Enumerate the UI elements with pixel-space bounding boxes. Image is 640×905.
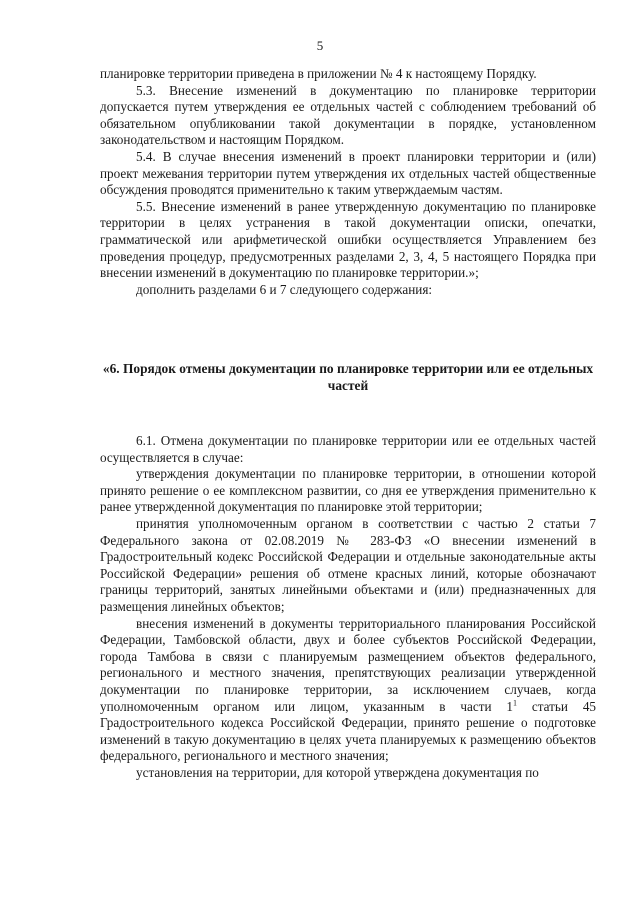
paragraph-5-4: 5.4. В случае внесения изменений в проект планировки территории и (или) проект межевания территории путем утверждения их отдельных частей общественные обсуждения проводятся применительно к таким утверждаемым частям.: [100, 148, 596, 198]
body-text-top: [100, 66, 596, 298]
list-item: принятия уполномоченным органом в соответствии с частью 2 статьи 7 Федерального закона от 02.08.2019 № 283-ФЗ «О внесении изменений в Градостроительный кодекс Российской Федерации и отдельные законодательные акты Российской Федерации» решения об отмене красных линий, которые обозначают границы территорий, занятых линейными объектами и (или) предназначенных для размещения линейных объектов;: [100, 515, 596, 614]
list-item: утверждения документации по планировке территории, в отношении которой принято решение о ее комплексном развитии, со дня ее утверждения применительно к ранее утвержденной документация по планировке этой территории;: [100, 466, 596, 515]
paragraph-5-5: 5.5. Внесение изменений в ранее утвержденную документацию по планировке территории в целях устранения в такой документации описки, опечатки, грамматической или арифметической ошибки осуществляется Управлением без проведения процедур, предусмотренных разделами 2, 3, 4, 5 настоящего Порядка при внесении изменений в документацию по планировке территории.»;: [100, 198, 596, 281]
paragraph-6-1: 6.1. Отмена документации по планировке территории или ее отдельных частей осуществляется в случае:: [100, 433, 596, 465]
list-item-text: внесения изменений в документы территориального планирования Российской Федерации, Тамбовской области, двух и более субъектов Российской Федерации, города Тамбова в связи с планируемым размещением объектов федерального, регионального и местного значения, препятствующих реализации утвержденной документации по планировке территории, за исключением случаев, когда уполномоченным органом или лицом, указанным в части 1: [100, 615, 596, 714]
superscript: 1: [513, 698, 517, 708]
section-heading: «6. Порядок отмены документации по планировке территории или ее отдельных частей: [102, 361, 594, 393]
list-item: установления на территории, для которой утверждена документация по: [136, 764, 539, 780]
list-item: [100, 616, 596, 765]
page-number: 5: [316, 38, 324, 53]
paragraph: планировке территории приведена в приложении № 4 к настоящему Порядку.: [100, 66, 537, 81]
paragraph-amendment: дополнить разделами 6 и 7 следующего содержания:: [136, 281, 433, 297]
paragraph-5-3: 5.3. Внесение изменений в документацию по планировке территории допускается путем утверждения ее отдельных частей с соблюдением требований об обязательном опубликовании такой документации в порядке, установленном законодательством и настоящим Порядком.: [100, 82, 596, 148]
list-item-text: статьи 45 Градостроительного кодекса Российской Федерации, принято решение о подготовке изменений в такую документацию в целях учета планируемых к размещению объектов федерального, регионального и местного значения;: [100, 698, 597, 764]
body-text-bottom: [100, 433, 596, 781]
